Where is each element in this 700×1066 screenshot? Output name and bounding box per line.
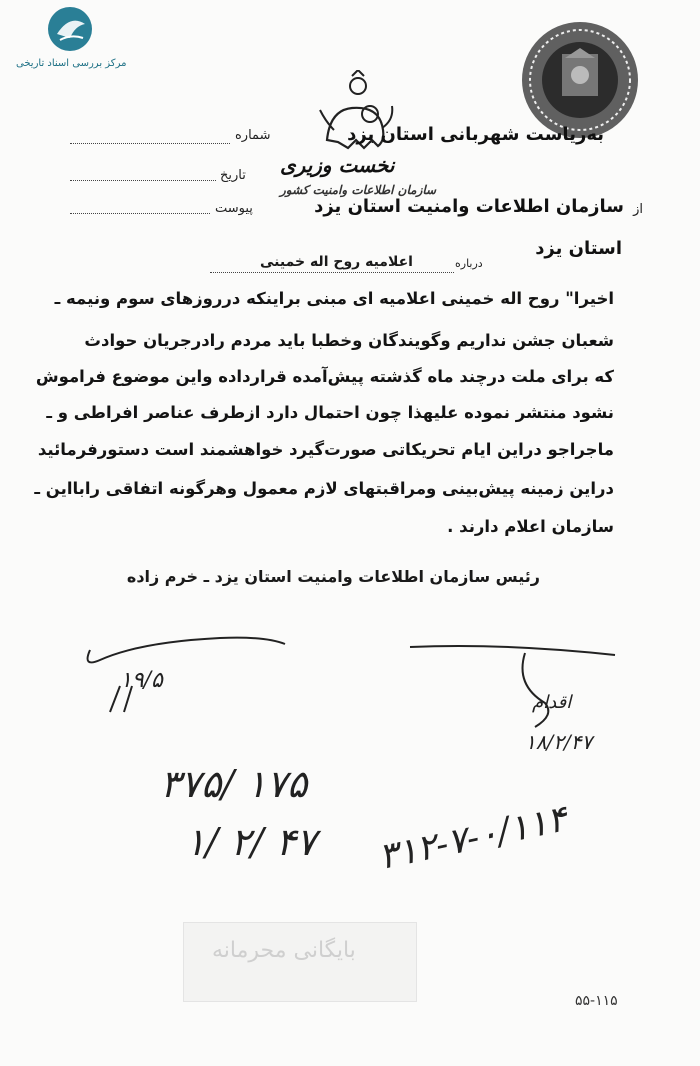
handwritten-scribble-left xyxy=(80,620,300,730)
handwritten-date: ۱/ ۲/ ۴۷ xyxy=(185,820,317,864)
handwritten-note-left: ۱۹/۵ xyxy=(120,668,163,693)
body-line-7: سازمان اعلام دارند . xyxy=(447,517,614,536)
body-line-3: که برای ملت درچند ماه گذشته پیش‌آمده قرارداده واین موضوع فراموش xyxy=(35,367,614,386)
subject-label: درباره xyxy=(455,257,483,270)
body-line-6: دراین زمینه پیش‌بینی ومراقبتهای لازم معمول وهرگونه اتفاقی رابااین ـ xyxy=(34,479,614,498)
body-line-4: نشود منتشر نموده علیهذا چون احتمال دارد ازطرف عناصر افراطی و ـ xyxy=(46,403,614,422)
province-line: استان یزد xyxy=(535,238,622,259)
date-field-line xyxy=(70,180,216,181)
sender-line: سازمان اطلاعات وامنیت استان یزد xyxy=(314,196,624,217)
body-line-2: شعبان جشن نداریم وگویندگان وخطبا باید مردم رادرجریان حوادث xyxy=(84,331,614,350)
handwritten-reference: ۳۱۲-۷-۰/۱۱۴ xyxy=(375,798,571,879)
number-label: شماره xyxy=(235,128,271,143)
subject-text: اعلامیه روح اله خمینی xyxy=(260,254,413,270)
organization-subtitle: سازمان اطلاعات وامنیت کشور xyxy=(280,183,437,197)
signatory-line: رئیس سازمان اطلاعات وامنیت استان یزد ـ خرم زاده xyxy=(126,567,540,586)
handwritten-date-right: ۱۸/۲/۴۷ xyxy=(525,730,593,754)
body-line-1: اخیرا" روح اله خمینی اعلامیه ای مبنی براینکه درروزهای سوم ونیمه ـ xyxy=(54,289,614,308)
recipient-line: به‌ریاست شهربانی استان یزد xyxy=(347,124,604,145)
page-number: ۵۵-۱۱۵ xyxy=(575,993,618,1009)
attachment-label: پیوست xyxy=(215,201,253,216)
archive-watermark-text: مرکز بررسی اسناد تاریخی xyxy=(16,58,127,69)
number-field-line xyxy=(70,143,230,144)
handwritten-scribble-right xyxy=(405,635,625,745)
ministry-title: نخست وزیری xyxy=(280,153,395,177)
lion-and-sun-emblem-icon xyxy=(312,70,402,162)
date-label: تاریخ xyxy=(220,168,246,183)
body-line-5: ماجراجو دراین ایام تحریکاتی صورت‌گیرد خواهشمند است دستورفرمائید xyxy=(37,440,614,459)
archive-logo-icon xyxy=(45,4,95,54)
from-prefix: از xyxy=(633,202,643,217)
archive-stamp-text: بایگانی محرمانه xyxy=(212,938,356,963)
handwritten-number: ۳۷۵/ ۱۷۵ xyxy=(160,762,308,806)
attachment-field-line xyxy=(70,213,210,214)
handwritten-note-right: اقدام xyxy=(532,692,572,713)
subject-field-line xyxy=(210,272,454,273)
